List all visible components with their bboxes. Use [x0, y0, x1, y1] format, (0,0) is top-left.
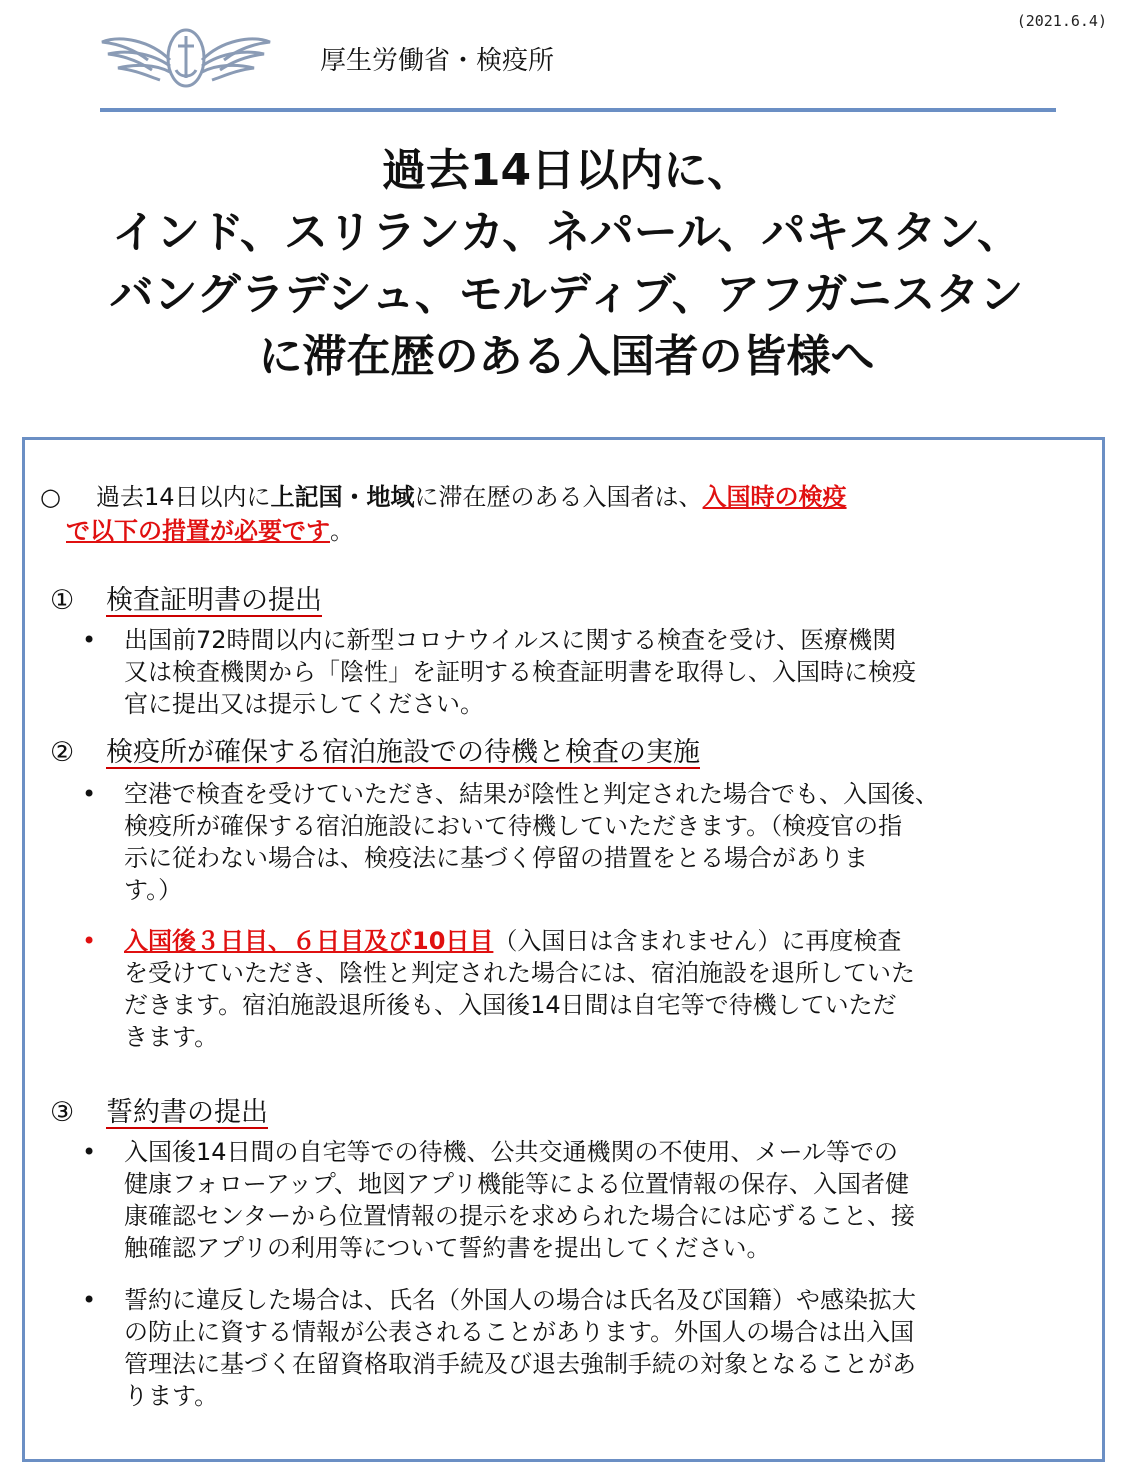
bullet-line: 康確認センターから位置情報の提示を求められた場合には応ずること、接 — [124, 1202, 916, 1230]
bullet-dot: • — [82, 780, 97, 808]
section-2-bullet-1 — [82, 778, 1092, 906]
title-line-3: バングラデシュ、モルディブ、アフガニスタン — [109, 269, 1024, 320]
bullet-line: 示に従わない場合は、検疫法に基づく停留の措置をとる場合がありま — [124, 844, 868, 872]
bullet-line: 入国後14日間の自宅等での待機、公共交通機関の不使用、メール等での — [124, 1138, 899, 1166]
bullet-line: 触確認アプリの利用等について誓約書を提出してください。 — [124, 1234, 771, 1262]
intro-line-1 — [40, 480, 1100, 514]
bullet-dot: • — [82, 1138, 97, 1166]
title-line-2: インド、スリランカ、ネパール、パキスタン、 — [111, 207, 1022, 258]
intro-red-1: 入国時の検疫 — [702, 483, 847, 511]
bullet-line: の防止に資する情報が公表されることがあります。外国人の場合は出入国 — [124, 1318, 915, 1346]
bullet-dot: • — [82, 927, 97, 955]
section-3-heading — [50, 1090, 268, 1129]
section-1-number: ① — [50, 585, 75, 616]
bullet-line: 出国前72時間以内に新型コロナウイルスに関する検査を受け、医療機関 — [124, 626, 897, 654]
quarantine-emblem-icon — [100, 20, 272, 90]
intro-marker: ○ — [40, 483, 61, 511]
section-1-heading — [50, 578, 322, 617]
section-2-heading — [50, 730, 700, 769]
section-2-title: 検疫所が確保する宿泊施設での待機と検査の実施 — [106, 737, 700, 768]
bullet-line: 空港で検査を受けていただき、結果が陰性と判定された場合でも、入国後、 — [124, 780, 940, 808]
intro-bold-region: 上記国・地域 — [270, 483, 415, 511]
bullet-line-rest: （入国日は含まれません）に再度検査 — [493, 927, 902, 955]
bullet-line: 管理法に基づく在留資格取消手続及び退去強制手続の対象となることがあ — [124, 1350, 916, 1378]
header-divider — [100, 108, 1056, 112]
bullet-line: 又は検査機関から「陰性」を証明する検査証明書を取得し、入国時に検疫 — [124, 658, 916, 686]
bullet-line: 健康フォローアップ、地図アプリ機能等による位置情報の保存、入国者健 — [124, 1170, 910, 1198]
section-2-bullet-2 — [82, 925, 1092, 1053]
bullet-line — [124, 925, 1092, 957]
section-3-bullet-2 — [82, 1284, 1092, 1412]
title-line-4: に滞在歴のある入国者の皆様へ — [258, 331, 875, 382]
bullet-dot: • — [82, 626, 97, 654]
intro-mid: に滞在歴のある入国者は、 — [414, 483, 703, 511]
bullet-line: 検疫所が確保する宿泊施設において待機していただきます。（検疫官の指 — [124, 812, 903, 840]
section-3-bullet-1 — [82, 1136, 1092, 1264]
intro-end: 。 — [330, 517, 354, 545]
section-1-title: 検査証明書の提出 — [106, 585, 322, 616]
bullet-line: だきます。宿泊施設退所後も、入国後14日間は自宅等で待機していただ — [124, 991, 897, 1019]
section-2-number: ② — [50, 737, 75, 768]
bullet-line: す。） — [124, 876, 183, 904]
intro-red-2: で以下の措置が必要です — [66, 517, 330, 545]
title-line-1: 過去14日以内に、 — [381, 145, 752, 196]
bullet-line: 誓約に違反した場合は、氏名（外国人の場合は氏名及び国籍）や感染拡大 — [124, 1286, 916, 1314]
section-3-title: 誓約書の提出 — [106, 1097, 268, 1128]
issue-date: (2021.6.4) — [1016, 12, 1107, 30]
intro-pre: 過去14日以内に — [96, 483, 271, 511]
bullet-dot: • — [82, 1286, 97, 1314]
intro-paragraph — [40, 480, 1100, 548]
bullet-line: 官に提出又は提示してください。 — [124, 690, 484, 718]
page-title — [0, 140, 1133, 388]
intro-line-2 — [40, 514, 1100, 548]
retest-days: 入国後３日目、６日目及び10日目 — [124, 927, 494, 955]
section-1-bullet-1 — [82, 624, 1092, 720]
bullet-line: を受けていただき、陰性と判定された場合には、宿泊施設を退所していた — [124, 959, 916, 987]
section-3-number: ③ — [50, 1097, 75, 1128]
bullet-line: ります。 — [124, 1382, 219, 1410]
organization-name: 厚生労働省・検疫所 — [320, 46, 555, 76]
bullet-line: きます。 — [124, 1023, 219, 1051]
